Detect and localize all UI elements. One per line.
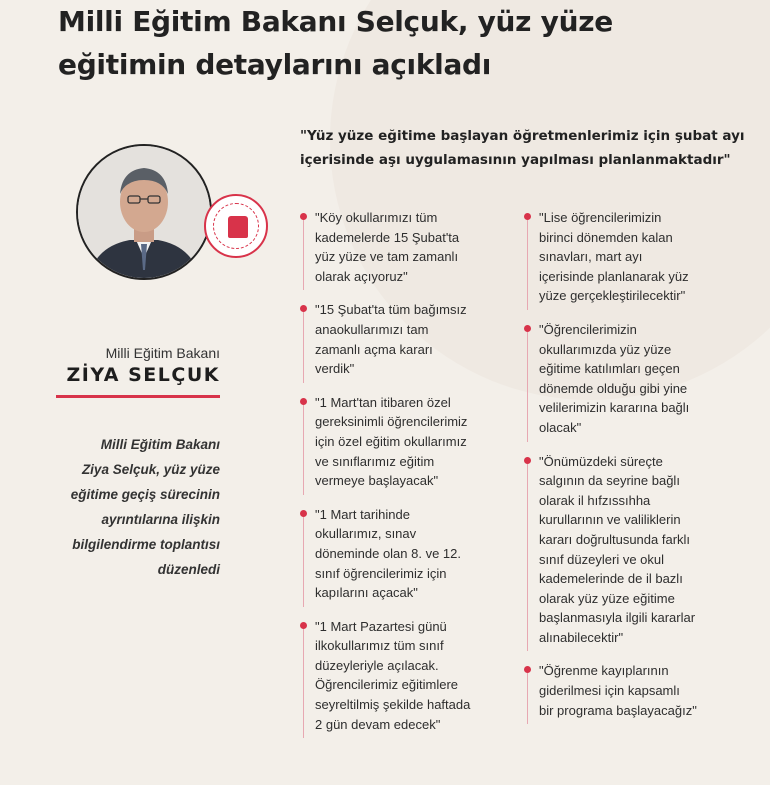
quote-line: "1 Mart tarihinde	[315, 506, 410, 522]
quote-line: vermeye başlayacak"	[315, 473, 439, 489]
quote-line: ilkokullarımız tüm sınıf	[315, 638, 444, 654]
bullet-line	[303, 220, 304, 290]
quote-line: velilerimizin kararına bağlı	[539, 400, 690, 416]
bullet-line	[303, 312, 304, 382]
person-name: ZİYA SELÇUK	[66, 364, 220, 386]
quote-line: için özel eğitim okullarımız	[315, 433, 467, 449]
quote-line: sınıf öğrencilerimiz için	[315, 565, 447, 581]
ministry-seal-icon	[204, 194, 268, 258]
quote-line: anaokullarımızı tam	[315, 321, 429, 337]
quote-line: okullarımız, sınav	[315, 526, 417, 542]
quote-line: eğitime katılımları geçen	[539, 361, 680, 377]
bullet-line	[527, 220, 528, 310]
quote-line: alınabilecektir"	[539, 629, 624, 645]
minister-photo	[76, 144, 212, 280]
quote-item	[524, 320, 744, 438]
quote-item	[300, 393, 510, 491]
quote-line: sınıf düzeyleri ve okul	[539, 551, 665, 567]
bullet-line	[527, 464, 528, 652]
quote-line: içerisinde planlanarak yüz	[539, 268, 689, 284]
quote-line: "Lise öğrencilerimizin	[539, 210, 662, 225]
quote-line: "Öğrencilerimizin	[539, 321, 637, 337]
quote-line: kapılarını açacak"	[315, 585, 418, 601]
quote-line: verdik"	[315, 361, 355, 377]
bullet-dot-icon	[524, 213, 531, 220]
bullet-dot-icon	[300, 622, 307, 629]
quote-line: "Önümüzdeki süreçte	[539, 453, 663, 469]
bullet-dot-icon	[524, 666, 531, 673]
quote-line: "15 Şubat'ta tüm bağımsız	[315, 302, 467, 318]
quote-line: olarak il hıfzıssıhha	[539, 492, 651, 508]
quote-line: zamanlı açma kararı	[315, 341, 433, 357]
quote-line: kurullarının ve valiliklerin	[539, 512, 681, 528]
right-quote-column	[524, 208, 744, 734]
summary-line: bilgilendirme toplantısı	[72, 537, 220, 552]
quote-line: giderilmesi için kapsamlı	[539, 683, 680, 699]
quote-line: ve sınıflarımız eğitim	[315, 453, 435, 469]
bullet-line	[527, 332, 528, 442]
quote-item	[524, 208, 744, 306]
summary-line: Milli Eğitim Bakanı	[100, 437, 220, 452]
main-quote-line: içerisinde aşı uygulamasının yapılması planlanmaktadır"	[300, 152, 731, 168]
quote-item	[300, 505, 510, 603]
quote-line: döneminde olan 8. ve 12.	[315, 545, 461, 561]
bullet-dot-icon	[300, 213, 307, 220]
quote-line: "Köy okullarımızı tüm	[315, 210, 438, 225]
quote-line: salgının da seyrine bağlı	[539, 473, 680, 489]
quote-line: olarak açıyoruz"	[315, 268, 408, 284]
person-title: Milli Eğitim Bakanı	[105, 345, 220, 361]
quote-line: dönemde olduğu gibi yine	[539, 380, 688, 396]
quote-line: "1 Mart'tan itibaren özel	[315, 394, 451, 410]
bullet-dot-icon	[524, 457, 531, 464]
bullet-line	[303, 405, 304, 495]
left-quote-column	[300, 208, 510, 748]
quote-line: bir programa başlayacağız"	[539, 702, 697, 718]
quote-item	[524, 661, 744, 720]
quote-line: yüze gerçekleştirilecektir"	[539, 288, 686, 304]
quote-line: olacak"	[539, 419, 582, 435]
quote-line: "Öğrenme kayıplarının	[539, 663, 669, 679]
bullet-dot-icon	[300, 398, 307, 405]
quote-line: sınavları, mart ayı	[539, 249, 643, 265]
main-quote-line: "Yüz yüze eğitime başlayan öğretmenlerimiz için şubat ayı	[300, 128, 745, 144]
bullet-line	[303, 517, 304, 607]
summary-line: Ziya Selçuk, yüz yüze	[81, 462, 220, 477]
quote-line: düzeyleriyle açılacak.	[315, 657, 439, 673]
quote-line: olarak yüz yüze eğitime	[539, 590, 675, 606]
headline-line: Milli Eğitim Bakanı Selçuk, yüz yüze	[58, 5, 613, 38]
bullet-dot-icon	[300, 510, 307, 517]
quote-line: kademelerde 15 Şubat'ta	[315, 229, 460, 245]
quote-line: başlanmasıyla ilgili kararlar	[539, 610, 696, 626]
quote-line: birinci dönemden kalan	[539, 229, 673, 245]
summary-text	[40, 432, 220, 582]
headline-line: eğitimin detaylarını açıkladı	[58, 48, 492, 81]
quote-item	[300, 617, 510, 735]
bullet-dot-icon	[524, 325, 531, 332]
bullet-line	[527, 673, 528, 724]
bullet-dot-icon	[300, 305, 307, 312]
summary-line: eğitime geçiş sürecinin	[70, 487, 220, 502]
quote-line: okullarımızda yüz yüze	[539, 341, 672, 357]
name-underline	[56, 395, 220, 398]
quote-line: Öğrencilerimiz eğitimlere	[315, 677, 459, 693]
main-quote	[300, 124, 760, 172]
quote-line: yüz yüze ve tam zamanlı	[315, 249, 459, 265]
headline	[58, 0, 758, 86]
quote-line: gereksinimli öğrencilerimiz	[315, 414, 468, 430]
quote-line: 2 gün devam edecek"	[315, 716, 441, 732]
quote-line: kademelerinde de il bazlı	[539, 571, 683, 587]
person-portrait-icon	[78, 146, 210, 278]
quote-line: "1 Mart Pazartesi günü	[315, 618, 447, 634]
quote-line: seyreltilmiş şekilde haftada	[315, 697, 471, 713]
quote-item	[300, 208, 510, 286]
quote-item	[300, 300, 510, 378]
quote-line: kararı doğrultusunda farklı	[539, 531, 691, 547]
quote-item	[524, 452, 744, 648]
summary-line: düzenledi	[157, 562, 220, 577]
summary-line: ayrıntılarına ilişkin	[101, 512, 220, 527]
bullet-line	[303, 629, 304, 739]
